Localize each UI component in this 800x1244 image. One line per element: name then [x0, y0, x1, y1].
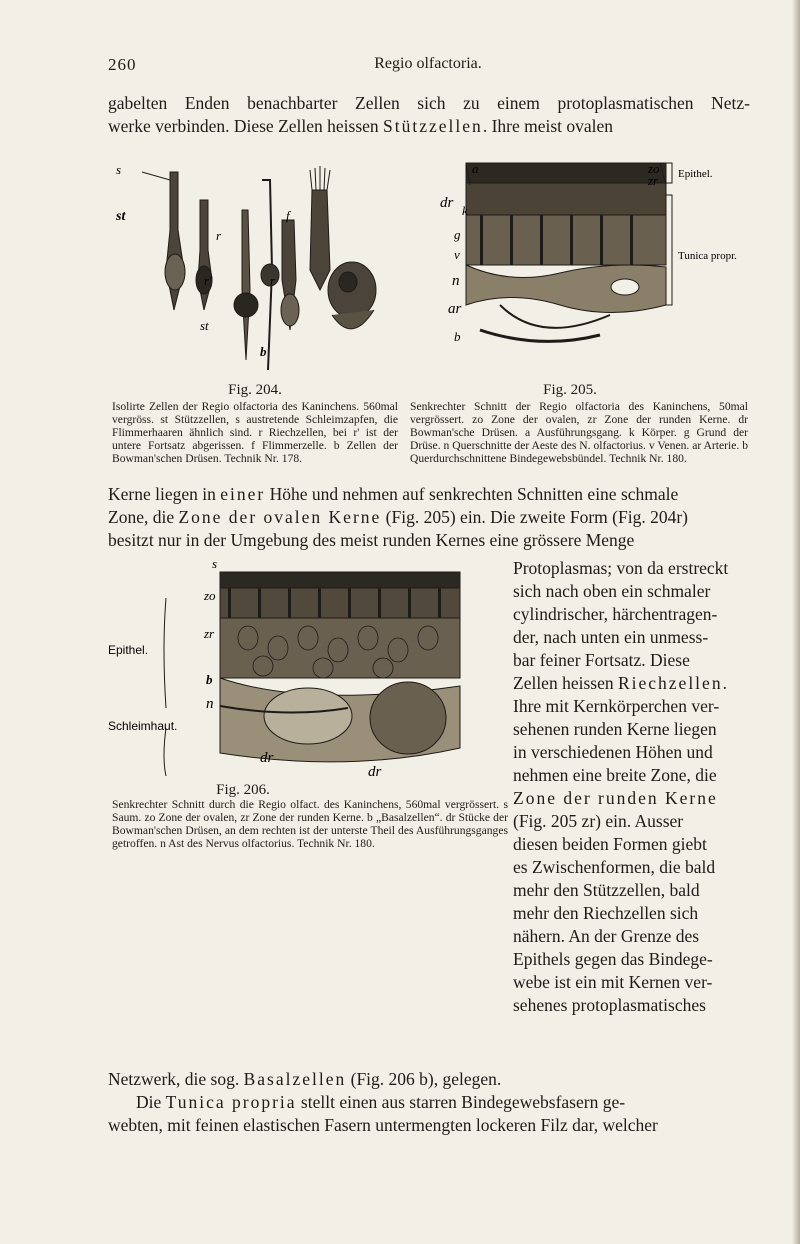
paragraph-line: mehr den Stützzellen, bald	[513, 880, 700, 900]
text-run: Die	[136, 1092, 166, 1112]
fig204-label-f: f	[286, 208, 290, 223]
paragraph-line: sich nach oben ein schmaler	[513, 581, 711, 601]
page-number: 260	[108, 55, 137, 74]
fig204-label-r-prime: r'	[204, 273, 212, 288]
fig205-label-dr: dr	[440, 195, 454, 211]
figure-204-caption: Isolirte Zellen der Regio olfactoria des Kaninchens. 560mal vergröss. st Stützzellen, s austretende Schleimzapfen, die Flimmerhaaren ähnlich sind. r Riechzellen, bei r' ist der untere Fortsatz abgerissen. f Flimmerzelle. b Zellen der Bowman'schen Drüsen. Technik Nr. 178.	[112, 400, 398, 465]
paragraph-line: der, nach unten ein unmess-	[513, 627, 709, 647]
text-run: .	[722, 673, 727, 693]
text-run: Netzwerk, die sog.	[108, 1069, 244, 1089]
running-head	[108, 55, 748, 77]
term-zone-ovalen: Zone der ovalen Kerne	[178, 507, 382, 527]
text-run: Zellen heissen	[513, 673, 618, 693]
figure-204-title: Fig. 204.	[228, 382, 282, 398]
text-run: Zone, die	[108, 507, 179, 527]
fig206-label-dr: dr	[260, 750, 274, 766]
fig204-label-st-second: st	[200, 318, 209, 333]
paragraph-line: bar feiner Fortsatz. Diese	[513, 650, 690, 670]
fig205-side-epithel: Epithel.	[678, 168, 713, 180]
figure-204-illustration	[112, 160, 392, 380]
figure-206-illustration	[108, 558, 508, 780]
term-stuetzzellen: Stützzellen	[383, 116, 483, 136]
paragraph-line	[108, 115, 750, 138]
fig206-side-schleimhaut: Schleimhaut.	[108, 719, 178, 733]
fig205-side-tunica: Tunica propr.	[678, 250, 737, 262]
paragraph-line: nähern. An der Grenze des	[513, 926, 700, 946]
paragraph-line: gabelten Enden benachbarter Zellen sich zu einem protoplasmatischen Netz-	[108, 93, 750, 113]
paragraph-line	[108, 1091, 750, 1114]
text-run: werke verbinden. Diese Zellen heissen	[108, 116, 384, 136]
paragraph-line: es Zwischenformen, die bald	[513, 857, 716, 877]
fig204-label-b: b	[260, 344, 267, 359]
fig205-label-k: k	[462, 203, 468, 218]
paragraph-line: Protoplasmas; von da erstreckt	[513, 558, 729, 578]
fig205-label-g: g	[454, 227, 461, 242]
paragraph-2-right-column	[513, 557, 750, 1017]
fig205-label-zr: zr	[648, 173, 659, 188]
term-basalzellen: Basalzellen	[243, 1069, 347, 1089]
fig206-side-epithel: Epithel.	[108, 643, 149, 657]
term-einer: einer	[220, 484, 266, 504]
paragraph-line: Ihre mit Kernkörperchen ver-	[513, 696, 720, 716]
paragraph-line: (Fig. 205 zr) ein. Ausser	[513, 811, 684, 831]
term-tunica-propria: Tunica propria	[165, 1092, 297, 1112]
fig205-label-zo: zo	[648, 161, 660, 176]
fig205-label-b: b	[454, 329, 461, 344]
figure-205-title: Fig. 205.	[543, 382, 597, 398]
text-run: (Fig. 205) ein. Die zweite Form (Fig. 204r)	[381, 507, 688, 527]
paragraph-3	[108, 1068, 750, 1137]
text-run: . Ihre meist ovalen	[482, 116, 614, 136]
fig206-label-b: b	[206, 672, 213, 687]
fig205-label-ar: ar	[448, 301, 462, 317]
paragraph-line	[513, 672, 750, 695]
paragraph-line: sehenes protoplasmatisches	[513, 995, 706, 1015]
term-riechzellen: Riechzellen	[617, 673, 723, 693]
paragraph-line: diesen beiden Formen giebt	[513, 834, 707, 854]
fig206-label-s: s	[212, 558, 218, 571]
fig205-label-v: v	[454, 247, 460, 262]
fig206-label-zo: zo	[204, 588, 216, 603]
fig206-label-dr-second: dr	[368, 764, 382, 780]
text-run: Kerne liegen in	[108, 484, 221, 504]
paragraph-line: in verschiedenen Höhen und	[513, 742, 713, 762]
paragraph-line: webe ist ein mit Kernen ver-	[513, 972, 713, 992]
paragraph-line: mehr den Riechzellen sich	[513, 903, 699, 923]
paragraph-line: cylindrischer, härchentragen-	[513, 604, 718, 624]
figure-205-caption: Senkrechter Schnitt der Regio olfactoria des Kaninchens, 50mal vergrössert. zo Zone der ovalen, zr Zone der runden Kerne. dr Bowman'sche Drüsen. a Ausführungsgang. k Körper. g Grund der Drüse. n Querschnitte der Aeste des N. olfactorius. v Venen. ar Arterie. b Querdurchschnittene Bindegewebsbündel. Technik Nr. 180.	[410, 400, 748, 465]
paragraph-line	[108, 506, 750, 529]
figure-206-caption: Senkrechter Schnitt durch die Regio olfact. des Kaninchens, 560mal vergrössert. s Saum. zo Zone der ovalen, zr Zone der runden Kerne. b „Basalzellen“. dr Stücke der Bowman'schen Drüsen, an dem rechten ist der unterste Theil des Ausführungsganges getroffen. n Ast des Nervus olfactorius. Technik Nr. 180.	[112, 798, 508, 850]
figure-206-title: Fig. 206.	[216, 782, 270, 798]
fig206-label-n: n	[206, 696, 214, 712]
text-run: Höhe und nehmen auf senkrechten Schnitten eine schmale	[265, 484, 679, 504]
paragraph-1	[108, 92, 750, 138]
scan-edge-shadow	[792, 0, 800, 1244]
term-zone-runden: Zone der runden Kerne	[513, 788, 718, 808]
fig205-label-n: n	[452, 273, 460, 289]
paragraph-line: nehmen eine breite Zone, die	[513, 765, 717, 785]
fig204-label-s: s	[116, 162, 122, 177]
text-run: stellt einen aus starren Bindegewebsfasern ge-	[296, 1092, 626, 1112]
running-title: Regio olfactoria.	[374, 55, 482, 72]
figure-205-illustration	[410, 155, 760, 365]
fig204-label-r: r	[216, 228, 222, 243]
paragraph-line	[108, 483, 750, 506]
text-run: (Fig. 206 b), gelegen.	[346, 1069, 502, 1089]
paragraph-line: sehenen runden Kerne liegen	[513, 719, 717, 739]
paragraph-line: Epithels gegen das Bindege-	[513, 949, 713, 969]
fig204-label-st: st	[116, 209, 126, 224]
fig206-label-zr: zr	[204, 626, 215, 641]
fig205-label-a: a	[472, 161, 479, 176]
paragraph-line: webten, mit feinen elastischen Fasern untermengten lockeren Filz dar, welcher	[108, 1115, 658, 1135]
fig204-label-r-second: r	[270, 273, 276, 288]
paragraph-line	[108, 1068, 750, 1091]
paragraph-line: besitzt nur in der Umgebung des meist runden Kernes eine grössere Menge	[108, 530, 635, 550]
paragraph-2-top	[108, 483, 750, 552]
